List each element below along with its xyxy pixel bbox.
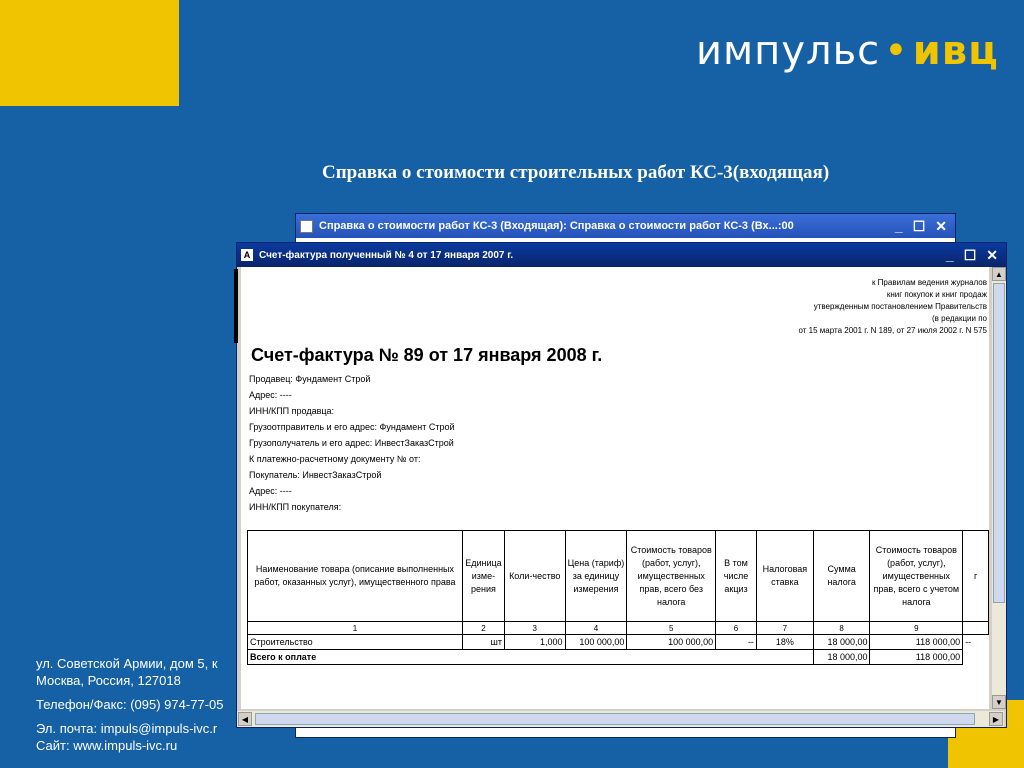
table-cell: -- — [965, 637, 972, 648]
horizontal-scrollbar[interactable] — [237, 711, 1004, 727]
column-header: г — [963, 531, 989, 622]
column-number: 3 — [504, 622, 565, 635]
field-seller-inn: ИНН/КПП продавца: — [249, 406, 335, 416]
total-row — [248, 650, 989, 665]
law-line: книг покупок и книг продаж — [886, 290, 987, 299]
window-ks3-title: Справка о стоимости работ КС-3 (Входящая): Справка о стоимости работ КС-3 (Вх...:00 — [319, 220, 794, 232]
brand-dot: • — [884, 28, 909, 74]
close-button[interactable]: ✕ — [935, 217, 947, 234]
field-buyer: Покупатель: ИнвестЗаказСтрой — [249, 470, 382, 480]
column-header: В том числе акциз — [716, 531, 757, 622]
column-header: Стоимость товаров (работ, услуг), имущественных прав, всего с учетом налога — [870, 531, 963, 622]
column-number: 6 — [716, 622, 757, 635]
column-number: 4 — [565, 622, 627, 635]
column-header: Коли-чество — [504, 531, 565, 622]
column-number — [963, 622, 989, 635]
window-ks3-titlebar[interactable] — [296, 214, 955, 238]
table-cell: 100 000,00 — [565, 635, 627, 650]
total-sum: 118 000,00 — [870, 650, 963, 665]
maximize-button[interactable]: ☐ — [912, 217, 926, 234]
slide-title: Справка о стоимости строительных работ КС-3(входящая) — [322, 162, 830, 183]
column-number: 9 — [870, 622, 963, 635]
contact-phone: Телефон/Факс: (095) 974-77-05 — [36, 697, 224, 712]
law-line: к Правилам ведения журналов — [871, 278, 987, 287]
window-invoice[interactable] — [236, 242, 1007, 728]
column-number: 5 — [627, 622, 716, 635]
field-buyer-address: Адрес: ---- — [249, 486, 292, 496]
brand-left: импульс — [696, 28, 881, 74]
table-row — [248, 635, 989, 650]
window-invoice-title: Счет-фактура полученный № 4 от 17 января 2007 г. — [259, 249, 514, 261]
field-payment-doc: К платежно-расчетному документу № от: — [249, 454, 421, 464]
invoice-table — [247, 530, 989, 665]
vertical-scroll-thumb[interactable] — [993, 283, 1005, 603]
law-line: от 15 марта 2001 г. N 189, от 27 июля 2002 г. N 575 — [798, 326, 987, 335]
minimize-button[interactable]: _ — [894, 217, 903, 234]
minimize-button[interactable]: _ — [945, 246, 954, 263]
total-tax: 18 000,00 — [813, 650, 870, 665]
law-line: (в редакции по — [932, 314, 987, 323]
scroll-down-icon[interactable]: ▼ — [992, 695, 1006, 709]
field-address: Адрес: ---- — [249, 390, 292, 400]
total-label: Всего к оплате — [248, 650, 814, 665]
invoice-title: Счет-фактура № 89 от 17 января 2008 г. — [251, 345, 603, 365]
column-header: Наименование товара (описание выполненных работ, оказанных услуг), имущественного права — [248, 531, 463, 622]
document-icon — [300, 220, 313, 233]
table-cell: 18% — [756, 635, 813, 650]
table-cell: 118 000,00 — [870, 635, 963, 650]
yellow-corner-top-left — [0, 0, 179, 106]
field-shipper: Грузоотправитель и его адрес: Фундамент Строй — [249, 422, 455, 432]
field-consignee: Грузополучатель и его адрес: ИнвестЗаказСтрой — [249, 438, 454, 448]
close-button[interactable]: ✕ — [986, 246, 998, 263]
window-left-edge — [234, 269, 238, 343]
column-number: 8 — [813, 622, 870, 635]
horizontal-scroll-thumb[interactable] — [255, 713, 975, 725]
field-buyer-inn: ИНН/КПП покупателя: — [249, 502, 342, 512]
table-header-row — [248, 531, 989, 622]
contact-site: Сайт: www.impuls-ivc.ru — [36, 738, 178, 753]
invoice-document — [241, 267, 989, 709]
law-line: утвержденным постановлением Правительств — [813, 302, 987, 311]
invoice-icon: A — [241, 249, 253, 261]
brand-logo — [696, 28, 999, 74]
column-number: 2 — [462, 622, 504, 635]
invoice-fields — [249, 371, 455, 515]
contact-email: Эл. почта: impuls@impuls-ivc.r — [36, 721, 218, 736]
contact-address-2: Москва, Россия, 127018 — [36, 673, 181, 688]
table-cell: -- — [716, 635, 757, 650]
column-numbers-row — [248, 622, 989, 635]
brand-right: ивц — [912, 28, 999, 74]
column-header: Цена (тариф) за единицу измерения — [565, 531, 627, 622]
column-header: Стоимость товаров (работ, услуг), имущественных прав, всего без налога — [627, 531, 716, 622]
contact-address-1: ул. Советской Армии, дом 5, к — [36, 656, 218, 671]
law-reference — [799, 277, 988, 337]
table-cell: 18 000,00 — [813, 635, 870, 650]
column-number: 7 — [756, 622, 813, 635]
table-cell: шт — [462, 635, 504, 650]
maximize-button[interactable]: ☐ — [963, 246, 977, 263]
contact-info — [36, 655, 236, 754]
column-header: Налоговая ставка — [756, 531, 813, 622]
field-seller: Продавец: Фундамент Строй — [249, 374, 371, 384]
table-cell: Строительство — [248, 635, 463, 650]
window-invoice-titlebar[interactable] — [237, 243, 1006, 267]
table-cell: 100 000,00 — [627, 635, 716, 650]
column-header: Сумма налога — [813, 531, 870, 622]
scroll-right-icon[interactable]: ▶ — [989, 712, 1003, 726]
vertical-scrollbar[interactable] — [992, 267, 1006, 709]
table-cell — [963, 650, 989, 665]
column-header: Единица изме-рения — [462, 531, 504, 622]
scroll-up-icon[interactable]: ▲ — [992, 267, 1006, 281]
column-number: 1 — [248, 622, 463, 635]
scroll-left-icon[interactable]: ◀ — [238, 712, 252, 726]
table-cell: 1,000 — [504, 635, 565, 650]
